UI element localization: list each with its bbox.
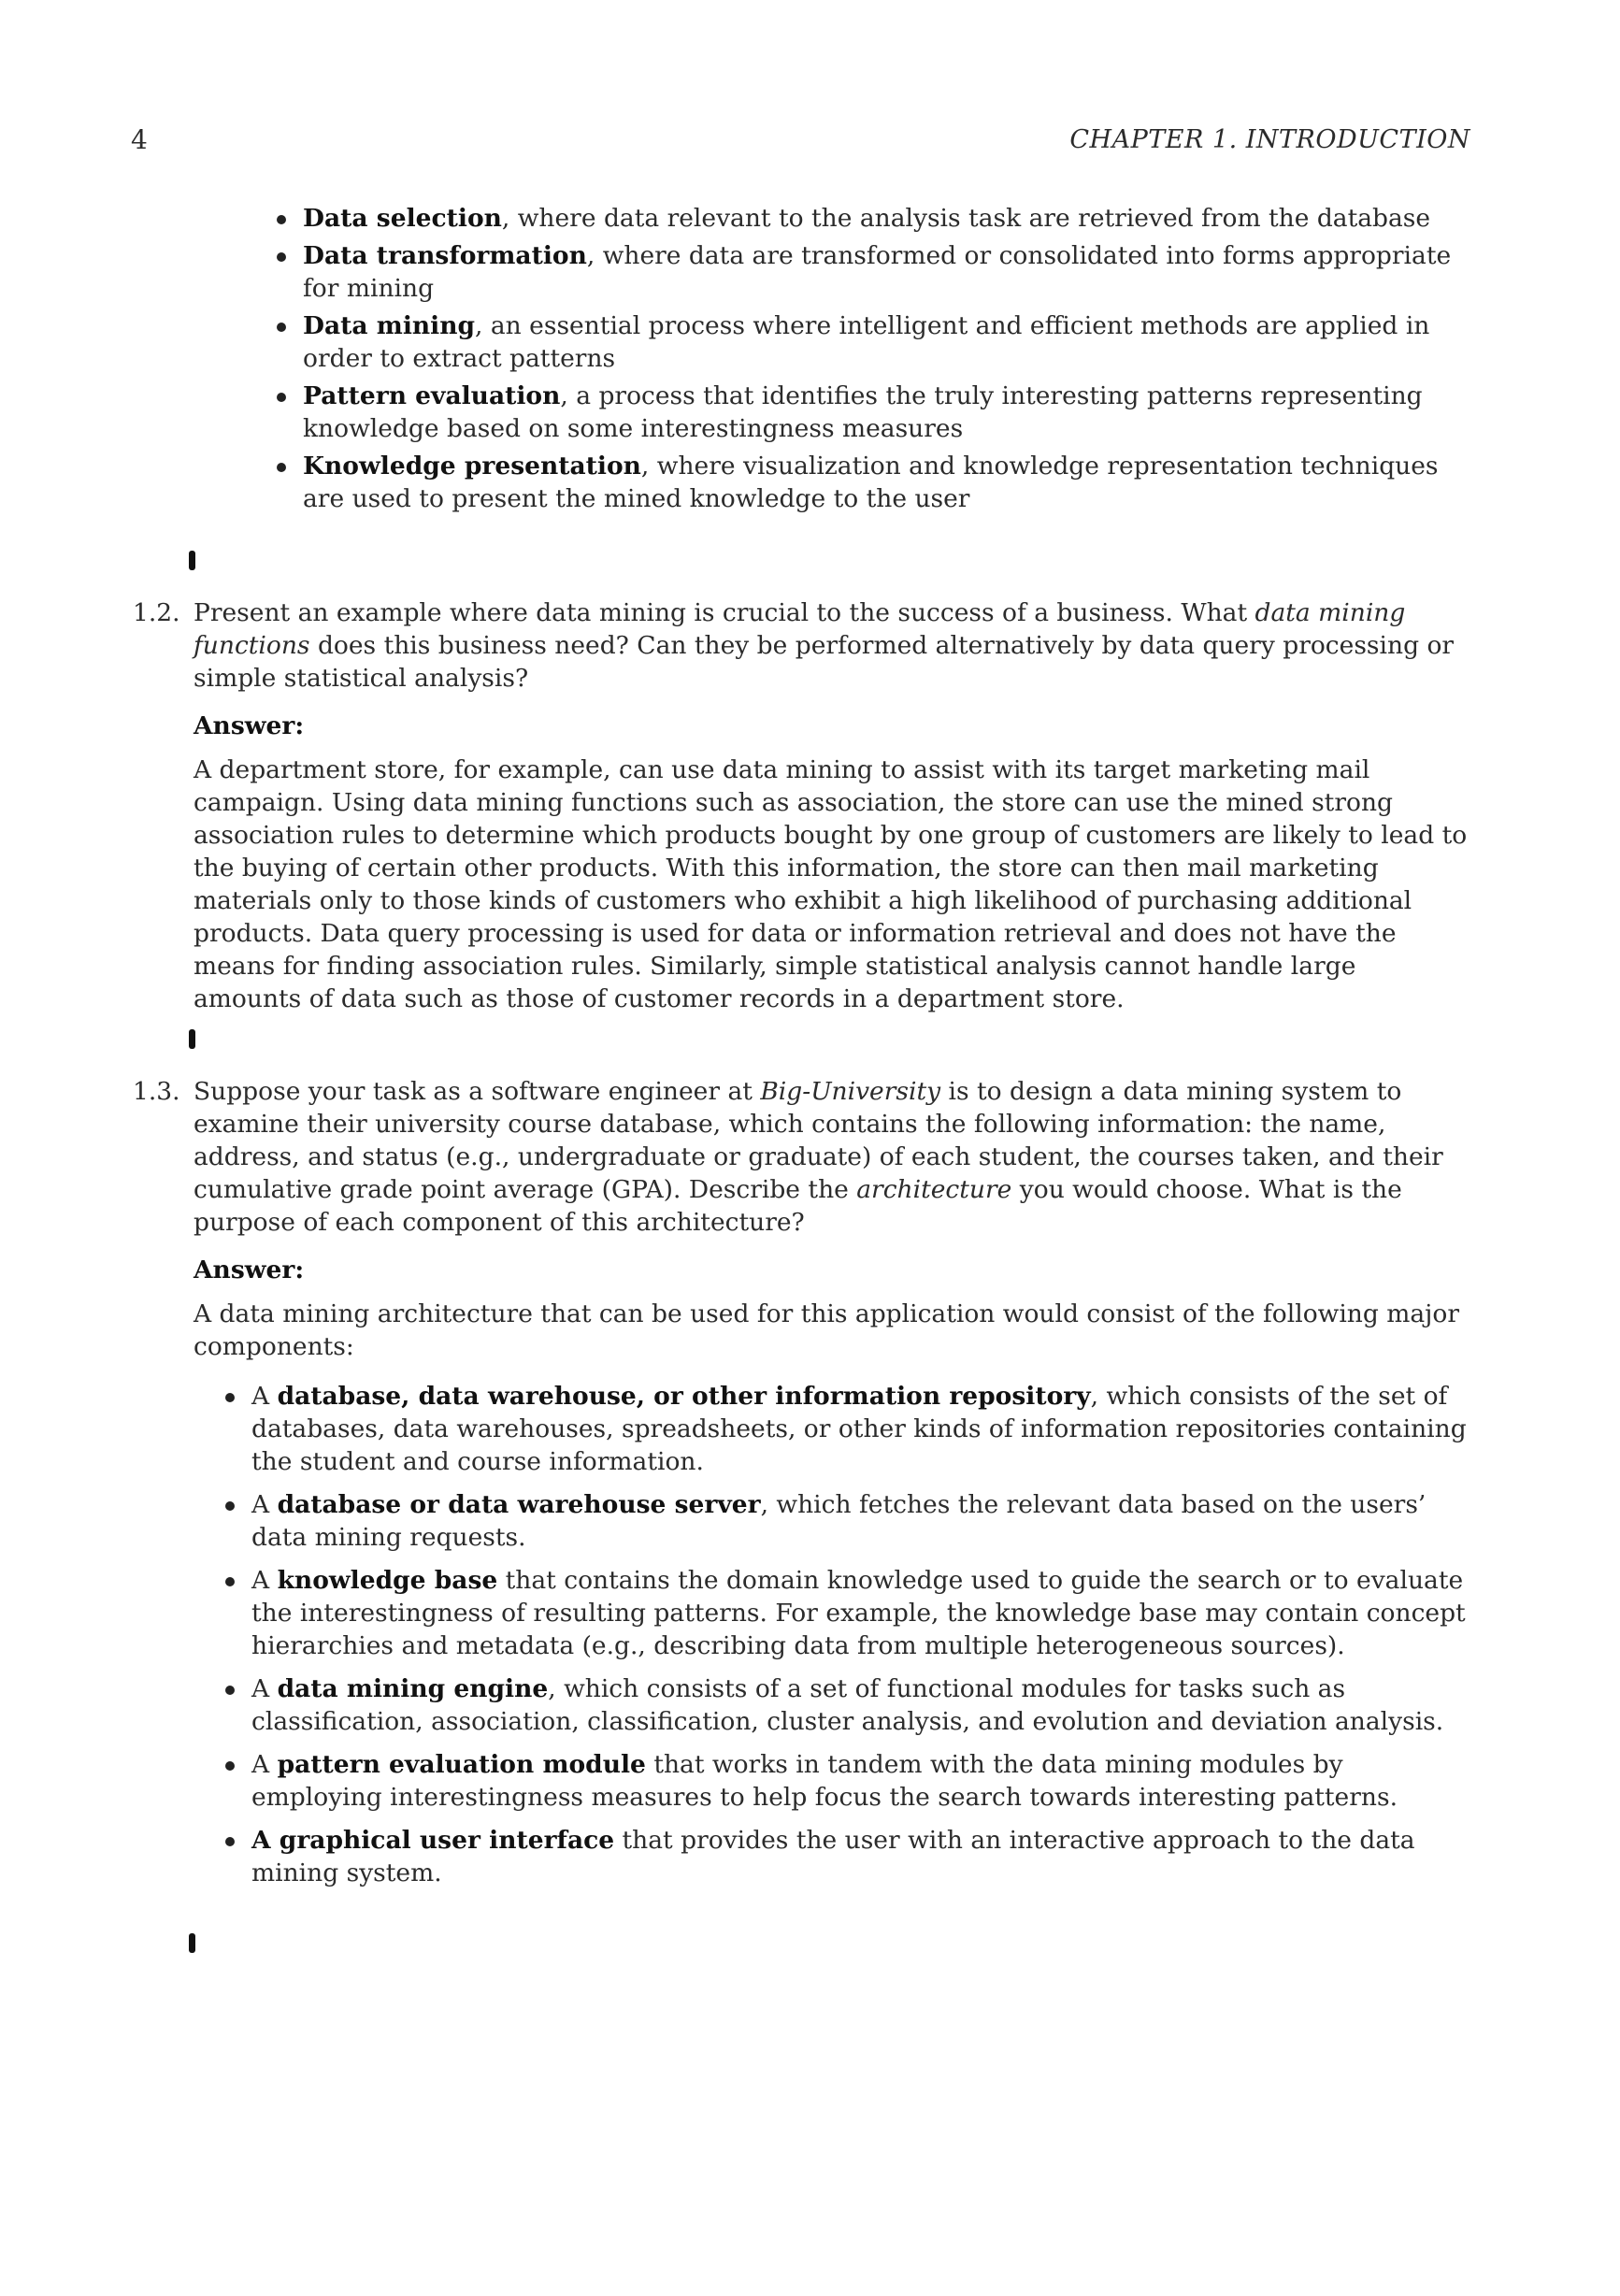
end-of-answer-mark bbox=[189, 1029, 195, 1049]
bullet-icon bbox=[277, 215, 286, 224]
bullet-icon bbox=[225, 1393, 235, 1402]
list-item bbox=[0, 1672, 1469, 1738]
list-item-text: , where data relevant to the analysis task are retrieved from the database bbox=[501, 204, 1431, 233]
question-text bbox=[194, 1075, 1469, 1239]
bullet-icon bbox=[225, 1686, 235, 1695]
list-item-term: knowledge base bbox=[277, 1566, 498, 1595]
answer-intro: A data mining architecture that can be used for this application would consist of the following major components: bbox=[194, 1299, 1460, 1361]
list-item-text: , which consists of a set of functional modules for tasks such as classification, association, classification, cluster analysis, and evolution and deviation analysis. bbox=[251, 1674, 1444, 1736]
question-1-2 bbox=[0, 596, 1620, 1015]
list-item bbox=[0, 1824, 1469, 1889]
answer-label: Answer: bbox=[194, 711, 305, 740]
architecture-components-list bbox=[0, 1380, 1620, 1900]
list-item-text: that contains the domain knowledge used to guide the search or to evaluate the interestingness of resulting patterns. For example, the knowledge base may contain concept hierarchies and metadata (e.g., describing data from multiple heterogeneous sources). bbox=[251, 1566, 1466, 1660]
list-item-text: , which fetches the relevant data based on the users’ data mining requests. bbox=[251, 1490, 1426, 1552]
running-head: CHAPTER 1. INTRODUCTION bbox=[1069, 125, 1470, 154]
question-text-part: Present an example where data mining is crucial to the success of a business. What bbox=[194, 598, 1255, 627]
list-item-term: Data transformation bbox=[303, 241, 587, 270]
bullet-icon bbox=[225, 1501, 235, 1511]
bullet-icon bbox=[277, 463, 286, 472]
page-header bbox=[0, 123, 1620, 161]
list-item-prefix: A bbox=[251, 1566, 278, 1595]
list-item-prefix: A bbox=[251, 1382, 278, 1411]
list-item-term: data mining engine bbox=[277, 1674, 549, 1703]
bullet-icon bbox=[225, 1577, 235, 1586]
list-item-term: Data mining bbox=[303, 311, 476, 340]
list-item bbox=[0, 239, 1471, 305]
list-item-prefix: A bbox=[251, 1490, 278, 1519]
bullet-icon bbox=[277, 252, 286, 262]
question-text-part: is to design a data mining system to examine their university course database, which contains the following information: the name, address, and status (e.g., undergraduate or graduate) of each student, the courses taken, and their cumulative grade point average (GPA). Describe the bbox=[194, 1077, 1443, 1204]
question-text-emphasis: architecture bbox=[856, 1175, 1012, 1204]
bullet-icon bbox=[225, 1761, 235, 1771]
list-item-prefix: A bbox=[251, 1750, 278, 1779]
list-item-text: , a process that identifies the truly interesting patterns representing knowledge based on some interestingness measures bbox=[303, 381, 1423, 443]
question-number: 1.3. bbox=[133, 1077, 180, 1106]
answer-label: Answer: bbox=[194, 1256, 305, 1284]
question-text-part: you would choose. What is the purpose of each component of this architecture? bbox=[194, 1175, 1402, 1237]
list-item bbox=[0, 309, 1471, 375]
bullet-icon bbox=[277, 393, 286, 402]
list-item-term: pattern evaluation module bbox=[277, 1750, 646, 1779]
list-item-term: Knowledge presentation bbox=[303, 452, 641, 481]
list-item-term: database, data warehouse, or other information repository bbox=[277, 1382, 1091, 1411]
list-item-text: , where visualization and knowledge representation techniques are used to present the mined knowledge to the user bbox=[303, 452, 1439, 513]
page-number: 4 bbox=[131, 124, 148, 155]
list-item-text: that provides the user with an interactive approach to the data mining system. bbox=[251, 1826, 1415, 1887]
bullet-icon bbox=[225, 1837, 235, 1846]
list-item bbox=[0, 1564, 1469, 1662]
list-item-text: , where data are transformed or consolidated into forms appropriate for mining bbox=[303, 241, 1452, 303]
question-text bbox=[194, 596, 1469, 695]
list-item-term: Data selection bbox=[303, 204, 502, 233]
bullet-icon bbox=[277, 323, 286, 332]
question-text-part: does this business need? Can they be performed alternatively by data query processing or simple statistical analysis? bbox=[194, 631, 1455, 693]
list-item-term: Pattern evaluation bbox=[303, 381, 561, 410]
list-item-text: , which consists of the set of databases, data warehouses, spreadsheets, or other kinds of information repositories containing the student and course information. bbox=[251, 1382, 1467, 1476]
list-item bbox=[0, 380, 1471, 445]
list-item bbox=[0, 1488, 1469, 1554]
question-text-emphasis: data mining functions bbox=[194, 598, 1406, 660]
list-item bbox=[0, 1380, 1469, 1478]
list-item-prefix: A bbox=[251, 1674, 278, 1703]
question-number: 1.2. bbox=[133, 598, 180, 627]
question-text-emphasis: Big-University bbox=[760, 1077, 941, 1106]
list-item-text: , an essential process where intelligent and efficient methods are applied in order to extract patterns bbox=[303, 311, 1430, 373]
list-item bbox=[0, 1748, 1469, 1814]
end-of-answer-mark bbox=[189, 1933, 195, 1953]
kdd-steps-list bbox=[0, 202, 1620, 520]
list-item bbox=[0, 202, 1471, 235]
list-item-text: that works in tandem with the data mining modules by employing interestingness measures to help focus the search towards interesting patterns. bbox=[251, 1750, 1398, 1812]
list-item-term: database or data warehouse server bbox=[277, 1490, 761, 1519]
question-1-3 bbox=[0, 1075, 1620, 1363]
question-text-part: Suppose your task as a software engineer at bbox=[194, 1077, 761, 1106]
answer-text: A department store, for example, can use data mining to assist with its target marketing mail campaign. Using data mining functions such as association, the store can use the mined strong association rules to determine which products bought by one group of customers are likely to lead to the buying of certain other products. With this information, the store can then mail marketing materials only to those kinds of customers who exhibit a high likelihood of purchasing additional products. Data query processing is used for data or information retrieval and does not have the means for finding association rules. Similarly, simple statistical analysis cannot handle large amounts of data such as those of customer records in a department store. bbox=[194, 755, 1468, 1013]
end-of-answer-mark bbox=[189, 551, 195, 570]
list-item-term: A graphical user interface bbox=[251, 1826, 615, 1855]
list-item bbox=[0, 450, 1471, 515]
